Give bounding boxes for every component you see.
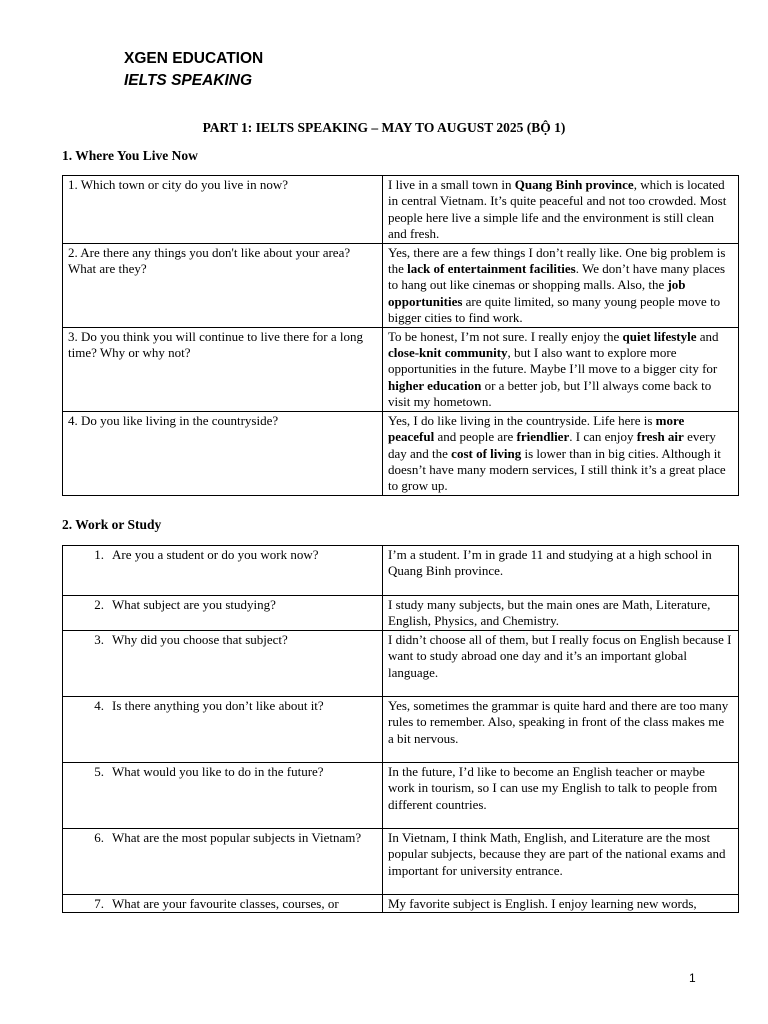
question-cell [63, 762, 383, 828]
table-row [63, 411, 739, 495]
question-cell [63, 176, 383, 244]
table-work-or-study [62, 545, 739, 913]
answer-text: is lower than in big cities. Although it doesn’t have many modern services, I still think it’s a great place to grow up. [388, 445, 726, 494]
answer-text: and people are [434, 429, 517, 445]
answer-text: and [696, 328, 719, 344]
answer-cell: My favorite subject is English. I enjoy learning new words, [383, 894, 739, 912]
answer-text: . We don’t have many places to hang out like cinemas or shopping malls. Also, the [388, 261, 726, 293]
question-cell [63, 327, 383, 411]
answer-cell: I didn’t choose all of them, but I really focus on English because I want to study abroad one day and it’s an important global language. [383, 630, 739, 696]
answer-cell: I study many subjects, but the main ones are Math, Literature, English, Physics, and Chemistry. [383, 596, 739, 631]
question-cell [63, 828, 383, 894]
answer-cell [383, 176, 739, 244]
document-subtitle: IELTS SPEAKING [124, 72, 253, 89]
question-text: What would you like to do in the future? [112, 763, 324, 779]
answer-keyword: cost of living [451, 445, 522, 461]
answer-keyword: friendlier [516, 429, 570, 445]
question-number: 6. [94, 829, 104, 845]
question-cell [63, 546, 383, 596]
answer-keyword: Quang Binh province [514, 177, 634, 192]
table-row [63, 243, 739, 327]
answer-text: Yes, I do like living in the countryside. Life here is [388, 412, 656, 428]
question-text: 3. Do you think you will continue to live there for a long time? Why or why not? [68, 328, 363, 361]
table-row [63, 828, 739, 894]
answer-text: are quite limited, so many young people move to bigger cities to find work. [388, 293, 721, 326]
page-number: 1 [689, 971, 696, 985]
question-text: 4. Do you like living in the countryside? [68, 412, 279, 428]
table-where-you-live [62, 175, 739, 496]
question-text: Is there anything you don’t like about it? [112, 697, 324, 713]
answer-cell: In the future, I’d like to become an English teacher or maybe work in tourism, so I can use my English to talk to people from different countries. [383, 762, 739, 828]
page-title: PART 1: IELTS SPEAKING – MAY TO AUGUST 2025 (BỘ 1) [202, 120, 566, 135]
table-row [63, 630, 739, 696]
answer-text: or a better job, but I’ll always come back to visit my hometown. [388, 377, 712, 410]
question-cell [63, 243, 383, 327]
answer-cell [383, 411, 739, 495]
question-text: What are your favourite classes, courses, or [112, 895, 339, 911]
question-text: What are the most popular subjects in Vietnam? [112, 829, 362, 845]
answer-text: , but I also want to explore more opportunities in the future. Maybe I’ll move to a bigger city for [388, 345, 718, 377]
question-text: What subject are you studying? [112, 597, 276, 612]
question-text: 2. Are there any things you don't like about your area? What are they? [68, 244, 351, 277]
table-row [63, 327, 739, 411]
question-number: 4. [94, 697, 104, 713]
answer-keyword: fresh air [636, 429, 684, 445]
answer-cell: Yes, sometimes the grammar is quite hard and there are too many rules to remember. Also, speaking in front of the class makes me a bit nervous. [383, 696, 739, 762]
question-text: Why did you choose that subject? [112, 631, 288, 647]
question-number: 2. [94, 597, 104, 612]
answer-text: I live in a small town in [388, 177, 515, 192]
answer-keyword: close-knit community [388, 345, 508, 361]
question-cell [63, 630, 383, 696]
question-number: 3. [94, 631, 104, 647]
organization-name: XGEN EDUCATION [124, 50, 264, 67]
answer-keyword: job opportunities [388, 277, 686, 309]
section-heading-where-you-live: 1. Where You Live Now [62, 148, 198, 163]
question-cell [63, 411, 383, 495]
answer-keyword: higher education [388, 377, 482, 393]
table-row [63, 176, 739, 244]
answer-keyword: more peaceful [388, 412, 685, 445]
answer-text: every day and the [388, 429, 716, 461]
answer-cell [383, 327, 739, 411]
answer-text: . I can enjoy [569, 429, 637, 445]
answer-keyword: quiet lifestyle [622, 328, 697, 344]
table-row [63, 596, 739, 631]
answer-text: , which is located in central Vietnam. It’s quite peaceful and not too crowded. Most people here live a simple life and the environment is still clean and fresh. [388, 177, 727, 242]
answer-cell: In Vietnam, I think Math, English, and Literature are the most popular subjects, because they are part of the national exams and important for university entrance. [383, 828, 739, 894]
answer-text: Yes, there are a few things I don’t really like. One big problem is the [388, 244, 726, 277]
table-row [63, 894, 739, 912]
question-cell [63, 696, 383, 762]
section-heading-work-or-study: 2. Work or Study [62, 517, 162, 532]
question-number: 7. [94, 895, 104, 911]
question-text: 1. Which town or city do you live in now? [68, 177, 289, 192]
table-row [63, 696, 739, 762]
question-number: 1. [94, 547, 104, 562]
question-text: Are you a student or do you work now? [112, 547, 319, 562]
table-row [63, 546, 739, 596]
answer-text: To be honest, I’m not sure. I really enjoy the [388, 328, 623, 344]
question-cell [63, 894, 383, 912]
answer-cell: I’m a student. I’m in grade 11 and studying at a high school in Quang Binh province. [383, 546, 739, 596]
question-number: 5. [94, 763, 104, 779]
answer-cell [383, 243, 739, 327]
question-cell [63, 596, 383, 631]
table-row [63, 762, 739, 828]
answer-keyword: lack of entertainment facilities [407, 261, 576, 277]
